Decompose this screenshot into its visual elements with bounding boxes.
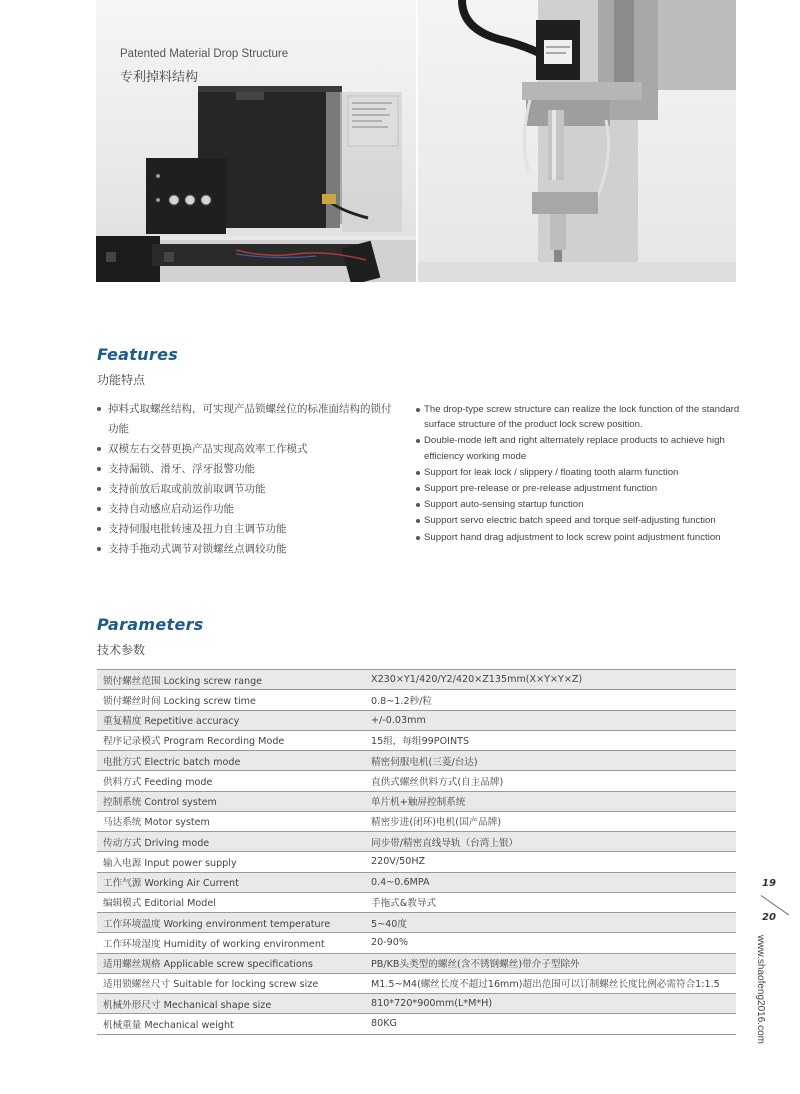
feature-item-cn: 支持漏锁、滑牙、浮牙报警功能 (97, 459, 397, 479)
features-title: Features (97, 345, 179, 364)
param-label: 控制系统 Control system (103, 797, 217, 809)
feature-item-cn: 支持自动感应启动运作功能 (97, 499, 397, 519)
photo-caption-en: Patented Material Drop Structure (120, 48, 289, 60)
param-value: 直供式螺丝供料方式(自主品牌) (371, 776, 504, 788)
param-value: 同步带/精密直线导轨（台湾上银） (371, 837, 519, 849)
param-value: 0.8~1.2秒/粒 (371, 695, 432, 707)
param-value: 20-90% (371, 937, 408, 949)
feature-item-en: Double-mode left and right alternately replace products to achieve high efficiency working mode (416, 433, 746, 463)
param-label: 适用锁螺丝尺寸 Suitable for locking screw size (103, 979, 319, 991)
param-value: 手拖式&教导式 (371, 898, 437, 910)
table-row (97, 913, 736, 933)
param-value: 精密伺服电机(三菱/台达) (371, 756, 478, 768)
param-label: 适用螺丝规格 Applicable screw specifications (103, 959, 313, 971)
table-row (97, 670, 736, 690)
screwdriver-illustration (418, 0, 736, 282)
product-photos (96, 0, 736, 282)
param-value: X230×Y1/420/Y2/420×Z135mm(X×Y×Y×Z) (371, 674, 583, 686)
website-text: www.shaofeng2016.com (755, 935, 766, 1044)
param-label: 机械重量 Mechanical weight (103, 1019, 234, 1031)
parameters-subtitle: 技术参数 (97, 643, 146, 657)
features-subtitle: 功能特点 (97, 373, 146, 387)
param-value: 0.4~0.6MPA (371, 876, 430, 888)
features-list-cn (97, 399, 397, 559)
param-label: 传动方式 Driving mode (103, 837, 210, 849)
param-label: 重复精度 Repetitive accuracy (103, 716, 240, 728)
param-value: M1.5~M4(螺丝长度不超过16mm)超出范围可以订制螺丝长度比例必需符合1:1.5 (371, 979, 720, 991)
table-row (97, 811, 736, 831)
table-row (97, 872, 736, 892)
param-label: 工作环境湿度 Humidity of working environment (103, 938, 325, 950)
param-label: 锁付螺丝范围 Locking screw range (103, 675, 263, 687)
website-url (756, 935, 776, 1055)
table-row (97, 771, 736, 791)
table-row (97, 710, 736, 730)
param-value: 单片机+触屏控制系统 (371, 797, 466, 809)
parameters-table (97, 669, 736, 1035)
table-row (97, 994, 736, 1014)
table-row (97, 751, 736, 771)
feature-item-en: Support for leak lock / slippery / floating tooth alarm function (416, 465, 746, 480)
table-row (97, 690, 736, 710)
param-value: +/-0.03mm (371, 714, 426, 726)
feature-item-cn: 支持前放后取或前放前取调节功能 (97, 479, 397, 499)
feeder-illustration (96, 0, 416, 282)
param-label: 编辑模式 Editorial Model (103, 898, 216, 910)
param-label: 输入电源 Input power supply (103, 857, 237, 869)
param-value: 精密步进(闭环)电机(国产品牌) (371, 817, 502, 829)
feature-item-cn: 支持手拖动式调节对锁螺丝点调较功能 (97, 539, 397, 559)
feature-item-cn: 双模左右交替更换产品实现高效率工作模式 (97, 439, 397, 459)
param-value: 5~40度 (371, 918, 407, 930)
material-drop-photo (96, 0, 416, 282)
table-row (97, 953, 736, 973)
table-row (97, 892, 736, 912)
param-label: 马达系统 Motor system (103, 817, 210, 829)
table-row (97, 1014, 736, 1034)
feature-item-en: The drop-type screw structure can realize the lock function of the standard surface structure of the product lock screw position. (416, 402, 746, 432)
param-label: 电批方式 Electric batch mode (103, 756, 241, 768)
param-label: 工作气源 Working Air Current (103, 878, 239, 890)
param-value: 810*720*900mm(L*M*H) (371, 998, 493, 1010)
table-row (97, 730, 736, 750)
photo-caption-cn: 专利掉料结构 (120, 70, 199, 85)
table-row (97, 852, 736, 872)
param-value: 80KG (371, 1018, 397, 1030)
feature-item-en: Support auto-sensing startup function (416, 497, 746, 512)
screwdriver-head-photo (418, 0, 736, 282)
table-row (97, 832, 736, 852)
param-value: PB/KB头类型的螺丝(含不锈钢螺丝)带介子型除外 (371, 959, 580, 971)
table-row (97, 933, 736, 953)
feature-item-cn: 掉料式取螺丝结构，可实现产品锁螺丝位的标准面结构的锁付功能 (97, 399, 397, 439)
param-label: 锁付螺丝时间 Locking screw time (103, 695, 256, 707)
feature-item-en: Support hand drag adjustment to lock screw point adjustment function (416, 530, 746, 545)
parameters-title: Parameters (97, 615, 204, 634)
param-value: 15组，每组99POINTS (371, 736, 470, 748)
param-value: 220V/50HZ (371, 856, 426, 868)
page-number-left: 19 (762, 878, 776, 889)
param-label: 机械外形尺寸 Mechanical shape size (103, 999, 272, 1011)
feature-item-en: Support servo electric batch speed and torque self-adjusting function (416, 513, 746, 528)
feature-item-cn: 支持伺服电批转速及扭力自主调节功能 (97, 519, 397, 539)
table-row (97, 791, 736, 811)
param-label: 供料方式 Feeding mode (103, 776, 213, 788)
param-label: 程序记录模式 Program Recording Mode (103, 736, 285, 748)
param-label: 工作环境温度 Working environment temperature (103, 918, 331, 930)
features-list-en (416, 402, 746, 546)
table-row (97, 973, 736, 993)
feature-item-en: Support pre-release or pre-release adjustment function (416, 481, 746, 496)
page-number-right: 20 (762, 912, 776, 923)
